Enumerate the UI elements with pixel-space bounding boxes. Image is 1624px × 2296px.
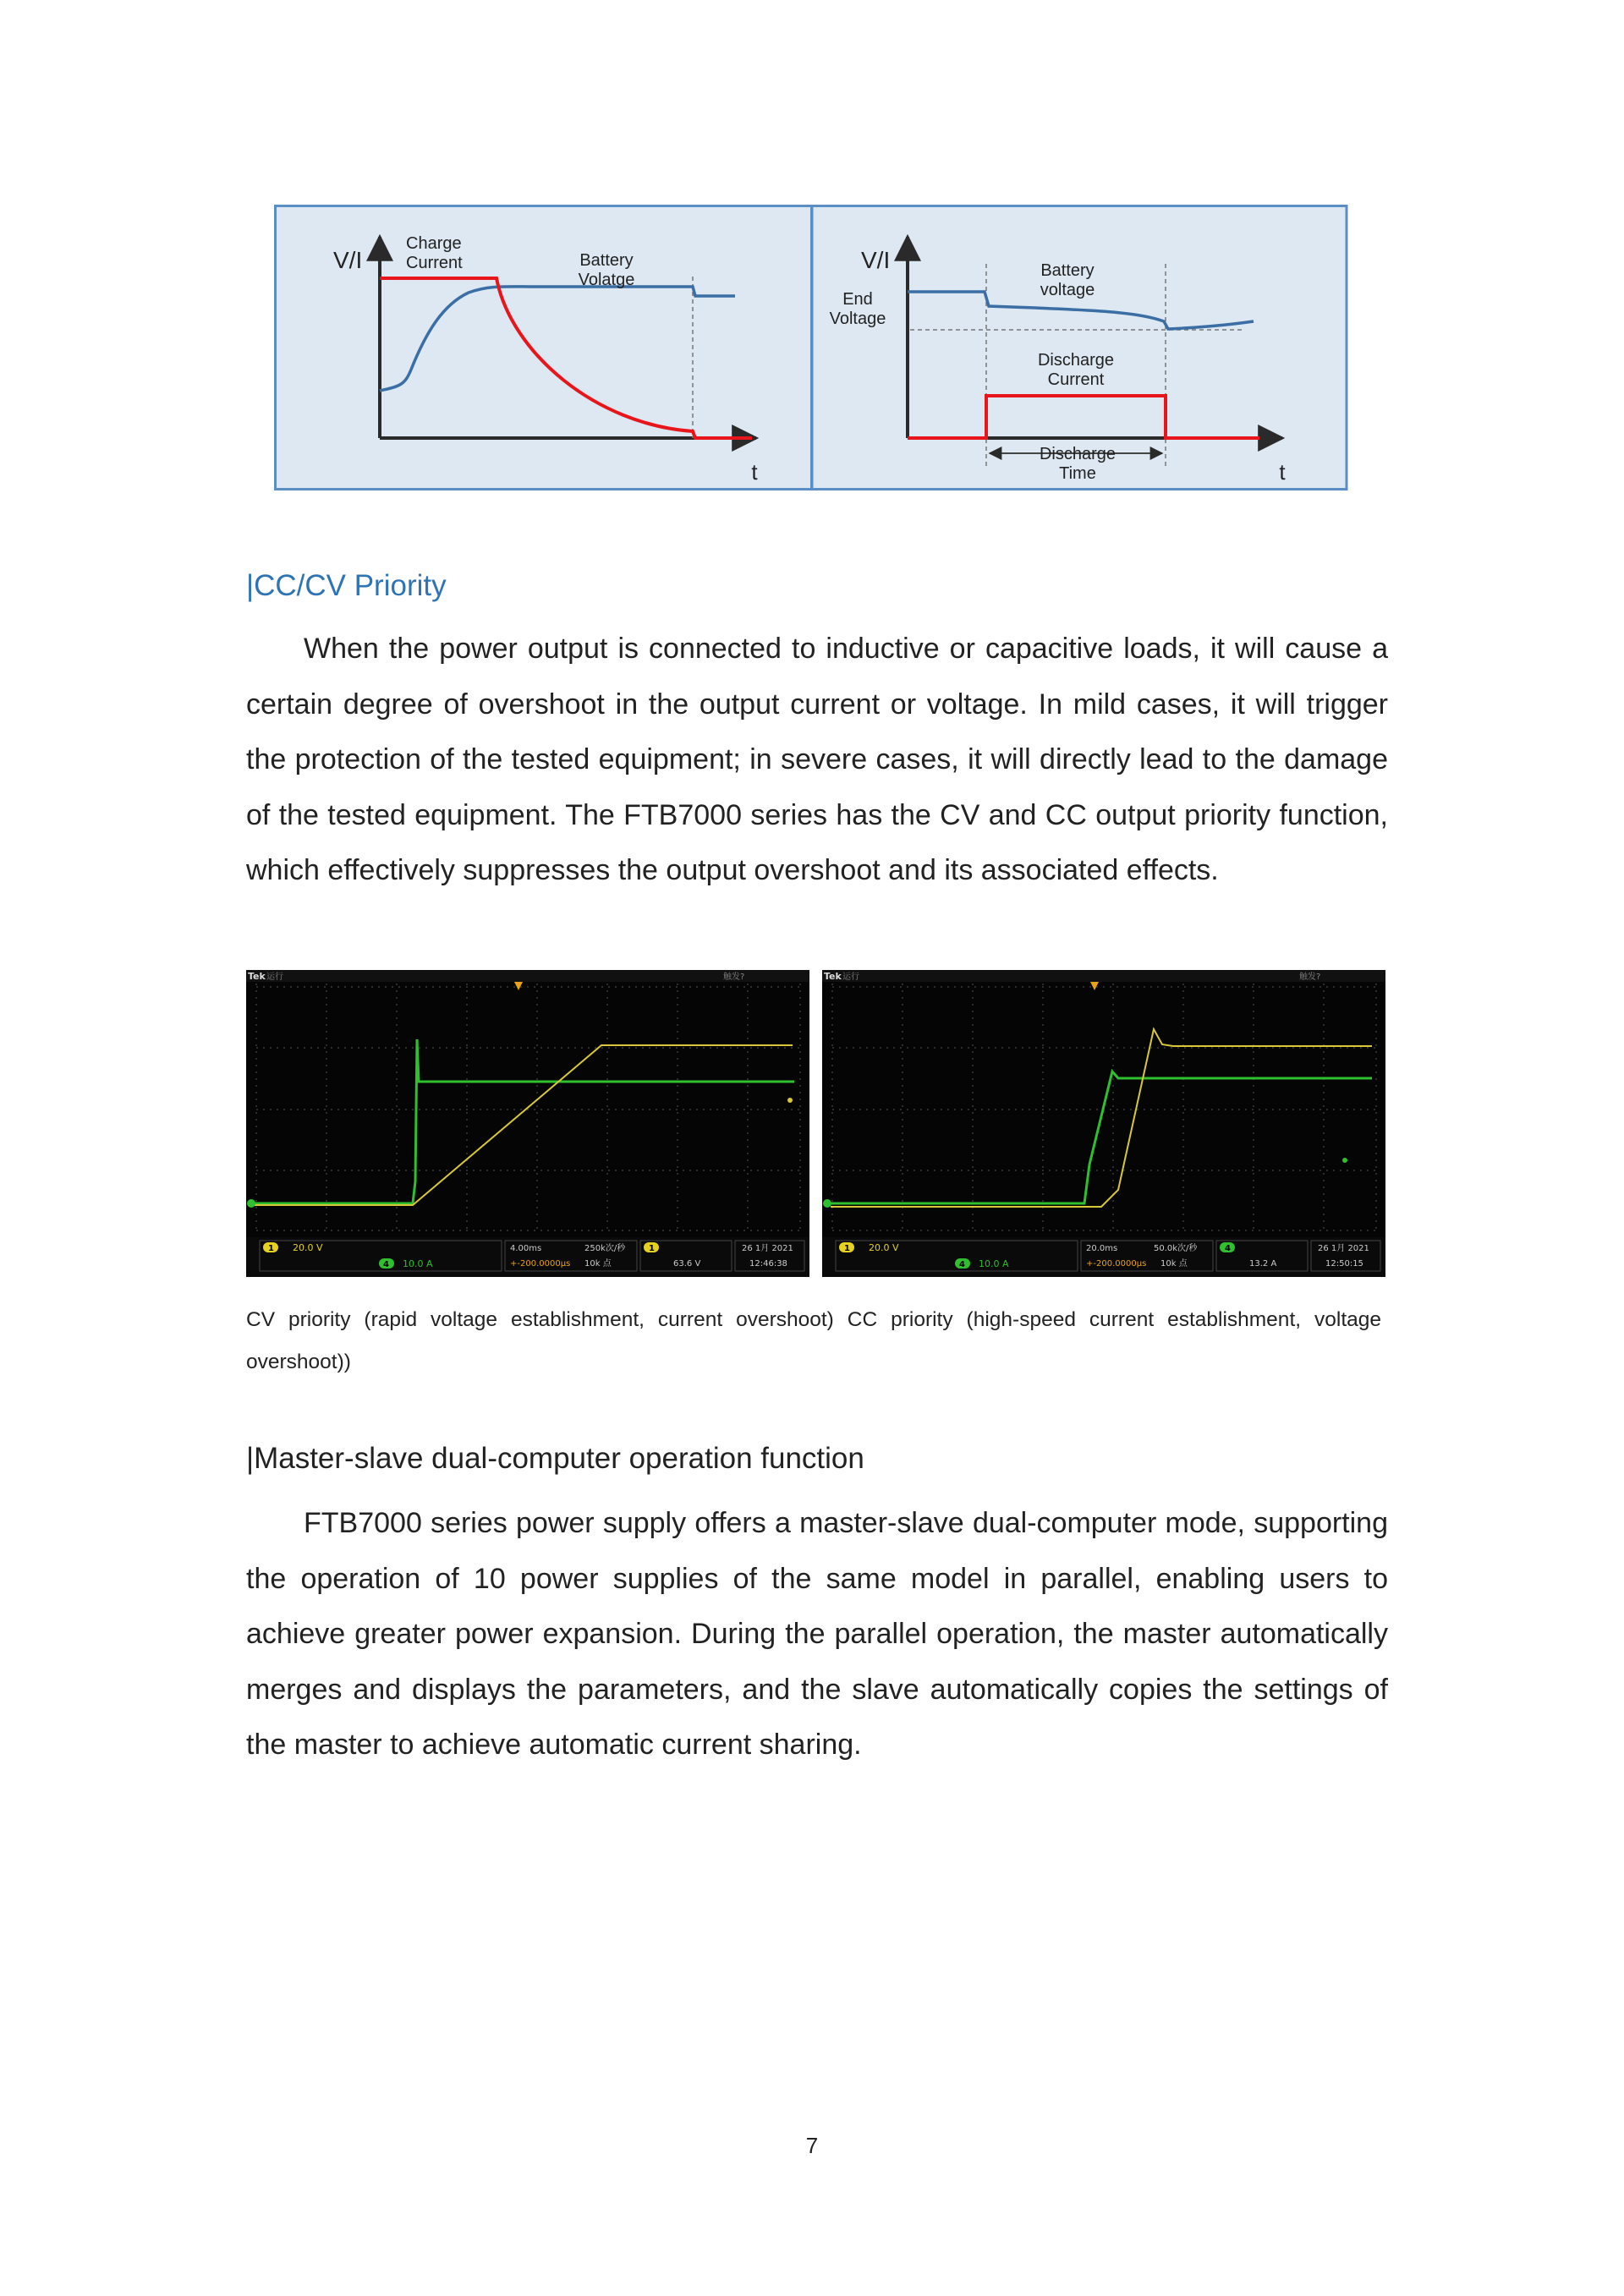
ch1-scale: 20.0 V xyxy=(293,1242,323,1253)
scope-captions: CV priority (rapid voltage establishment, current overshoot) CC priority (high-speed current establishment, voltage overshoot)) xyxy=(246,1308,1381,1373)
discharge-time-label-2: Time xyxy=(1059,464,1096,483)
charge-current-label-1: Charge xyxy=(406,234,462,253)
scope-screenshot-cc-priority xyxy=(822,970,1385,1277)
svg-text:1: 1 xyxy=(649,1244,655,1253)
scope-date: 26 1月 2021 xyxy=(1318,1244,1369,1253)
scope-screenshot-cv-priority xyxy=(246,970,809,1277)
discharge-time-axis-label: t xyxy=(1279,459,1286,485)
scope-trigger-status: 触发? xyxy=(1299,973,1321,982)
svg-text:1: 1 xyxy=(268,1244,274,1253)
sample-rate: 250k次/秒 xyxy=(584,1244,626,1253)
discharge-axis-label: V/I xyxy=(861,247,891,273)
master-slave-paragraph xyxy=(246,1496,1388,1773)
scope-brand: Tek xyxy=(824,971,842,982)
charge-voltage-label-1: Battery xyxy=(579,251,634,270)
scope-status: 运行 xyxy=(266,973,283,982)
end-voltage-label-1: End xyxy=(842,290,873,309)
scope-status: 运行 xyxy=(842,973,859,982)
trigger-level: 63.6 V xyxy=(673,1259,701,1269)
svg-text:1: 1 xyxy=(844,1244,850,1253)
scope-date: 26 1月 2021 xyxy=(742,1244,793,1253)
discharge-time-label-1: Discharge xyxy=(1039,445,1116,463)
ch4-scale: 10.0 A xyxy=(979,1258,1009,1269)
svg-text:4: 4 xyxy=(1225,1244,1231,1253)
charge-time-label: t xyxy=(751,459,758,485)
cc-cv-heading: |CC/CV Priority xyxy=(246,569,447,602)
sample-rate: 50.0k次/秒 xyxy=(1154,1244,1198,1253)
ch4-scale: 10.0 A xyxy=(403,1258,433,1269)
charge-voltage-label-2: Volatge xyxy=(578,271,635,289)
discharge-voltage-label-1: Battery xyxy=(1040,261,1095,280)
discharge-current-label-1: Discharge xyxy=(1037,351,1115,370)
scope-brand: Tek xyxy=(248,971,266,982)
page-number: 7 xyxy=(805,2133,819,2158)
charge-current-label-2: Current xyxy=(406,254,463,272)
discharge-current-label-2: Current xyxy=(1047,370,1105,389)
delay: +-200.0000µs xyxy=(510,1259,571,1269)
ch1-scale: 20.0 V xyxy=(869,1242,899,1253)
discharge-voltage-label-2: voltage xyxy=(1040,281,1095,299)
record-length: 10k 点 xyxy=(1160,1259,1188,1269)
end-voltage-label-2: Voltage xyxy=(829,310,886,328)
record-length: 10k 点 xyxy=(584,1259,612,1269)
timebase: 20.0ms xyxy=(1086,1244,1118,1253)
charge-discharge-diagram xyxy=(274,205,1348,490)
charge-axis-label: V/I xyxy=(333,247,363,273)
delay: +-200.0000µs xyxy=(1086,1259,1147,1269)
svg-text:4: 4 xyxy=(959,1260,965,1269)
timebase: 4.00ms xyxy=(510,1244,542,1253)
scope-trigger-status: 触发? xyxy=(723,973,745,982)
master-slave-paragraph-text: FTB7000 series power supply offers a master-slave dual-computer mode, supporting the operation of 10 power supplies of the same model in parallel, enabling users to achieve greater power expansion. During the parallel operation, the master automatically merges and displays the parameters, and the slave automatically copies the settings of the master to achieve automatic current sharing. xyxy=(246,1507,1388,1762)
scope-time: 12:46:38 xyxy=(749,1259,787,1269)
scope-time: 12:50:15 xyxy=(1325,1259,1363,1269)
svg-text:4: 4 xyxy=(383,1260,389,1269)
trigger-level: 13.2 A xyxy=(1249,1259,1277,1269)
cc-cv-paragraph-text: When the power output is connected to inductive or capacitive loads, it will cause a certain degree of overshoot in the output current or voltage. In mild cases, it will trigger the protection of the tested equipment; in severe cases, it will directly lead to the damage of the tested equipment. The FTB7000 series has the CV and CC output priority function, which effectively suppresses the output overshoot and its associated effects. xyxy=(246,633,1388,887)
master-slave-heading: |Master-slave dual-computer operation function xyxy=(246,1442,864,1475)
cc-cv-paragraph xyxy=(246,622,1388,899)
